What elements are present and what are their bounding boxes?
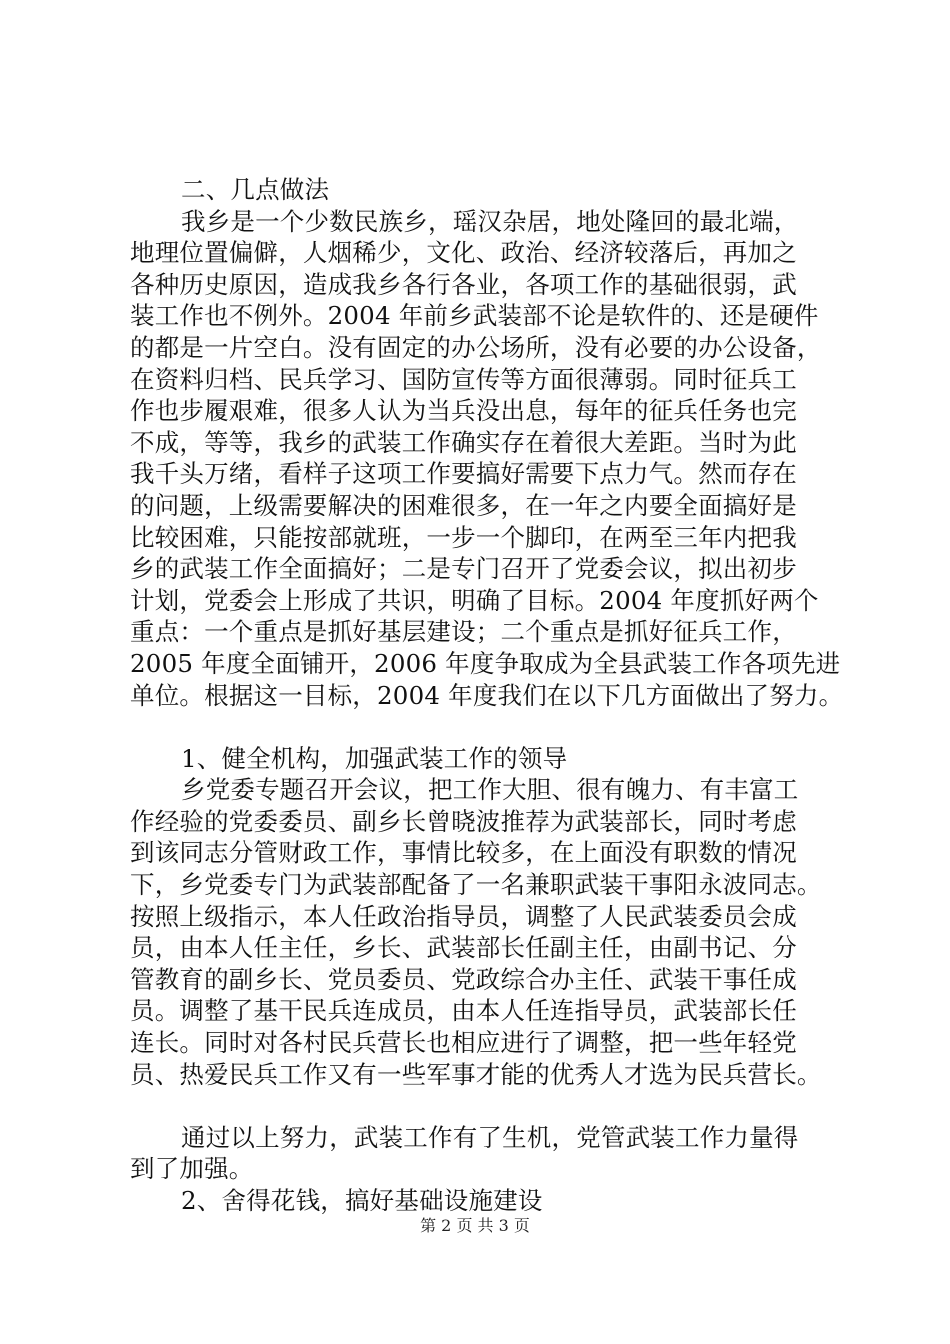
paragraph-line: 各种历史原因，造成我乡各行各业，各项工作的基础很弱，武 (130, 269, 797, 299)
paragraph-line: 管教育的副乡长、党员委员、党政综合办主任、武装干事任成 (130, 964, 797, 994)
paragraph-line: 的问题，上级需要解决的困难很多，在一年之内要全面搞好是 (130, 490, 797, 520)
subsection-heading: 1、健全机构，加强武装工作的领导 (181, 743, 568, 773)
paragraph-line: 单位。根据这一目标，2004 年度我们在以下几方面做出了努力。 (130, 680, 844, 710)
paragraph-spacer (130, 1090, 850, 1122)
paragraph-line: 下，乡党委专门为武装部配备了一名兼职武装干事阳永波同志。 (130, 870, 822, 900)
paragraph-spacer (130, 711, 850, 743)
paragraph-line: 我乡是一个少数民族乡，瑶汉杂居，地处隆回的最北端， (181, 206, 799, 236)
paragraph-line: 员、热爱民兵工作又有一些军事才能的优秀人才选为民兵营长。 (130, 1059, 822, 1089)
document-body (130, 174, 850, 1217)
section-heading: 二、几点做法 (181, 175, 330, 204)
paragraph-line: 作也步履艰难，很多人认为当兵没出息，每年的征兵任务也完 (130, 396, 797, 426)
paragraph-line: 不成，等等，我乡的武装工作确实存在着很大差距。当时为此 (130, 427, 797, 457)
subsection-heading: 2、舍得花钱，搞好基础设施建设 (181, 1186, 543, 1215)
paragraph-line: 乡的武装工作全面搞好；二是专门召开了党委会议，拟出初步 (130, 554, 797, 584)
paragraph-line: 地理位置偏僻，人烟稀少，文化、政治、经济较落后，再加之 (130, 238, 797, 268)
paragraph-line: 的都是一片空白。没有固定的办公场所，没有必要的办公设备， (130, 332, 822, 362)
paragraph-line: 乡党委专题召开会议，把工作大胆、很有魄力、有丰富工 (181, 775, 799, 805)
paragraph-line: 作经验的党委委员、副乡长曾晓波推荐为武装部长，同时考虑 (130, 806, 797, 836)
paragraph-line: 到了加强。 (130, 1154, 254, 1184)
paragraph-line: 在资料归档、民兵学习、国防宣传等方面很薄弱。同时征兵工 (130, 364, 797, 394)
paragraph-line: 按照上级指示，本人任政治指导员，调整了人民武装委员会成 (130, 901, 797, 931)
paragraph-line: 2005 年度全面铺开，2006 年度争取成为全县武装工作各项先进 (130, 648, 841, 678)
page-footer: 第 2 页 共 3 页 (420, 1216, 530, 1235)
paragraph-line: 装工作也不例外。2004 年前乡武装部不论是软件的、还是硬件 (130, 301, 819, 331)
paragraph-line: 连长。同时对各村民兵营长也相应进行了调整，把一些年轻党 (130, 1028, 797, 1058)
paragraph-line: 比较困难，只能按部就班，一步一个脚印，在两至三年内把我 (130, 522, 797, 552)
paragraph-line: 重点：一个重点是抓好基层建设；二个重点是抓好征兵工作， (130, 617, 797, 647)
paragraph-line: 员，由本人任主任，乡长、武装部长任副主任，由副书记、分 (130, 933, 797, 963)
paragraph-line: 到该同志分管财政工作，事情比较多，在上面没有职数的情况 (130, 838, 797, 868)
paragraph-line: 通过以上努力，武装工作有了生机，党管武装工作力量得 (181, 1122, 799, 1152)
paragraph-line: 我千头万绪，看样子这项工作要搞好需要下点力气。然而存在 (130, 459, 797, 489)
paragraph-line: 员。调整了基干民兵连成员，由本人任连指导员，武装部长任 (130, 996, 797, 1026)
paragraph-line: 计划，党委会上形成了共识，明确了目标。2004 年度抓好两个 (130, 585, 819, 615)
